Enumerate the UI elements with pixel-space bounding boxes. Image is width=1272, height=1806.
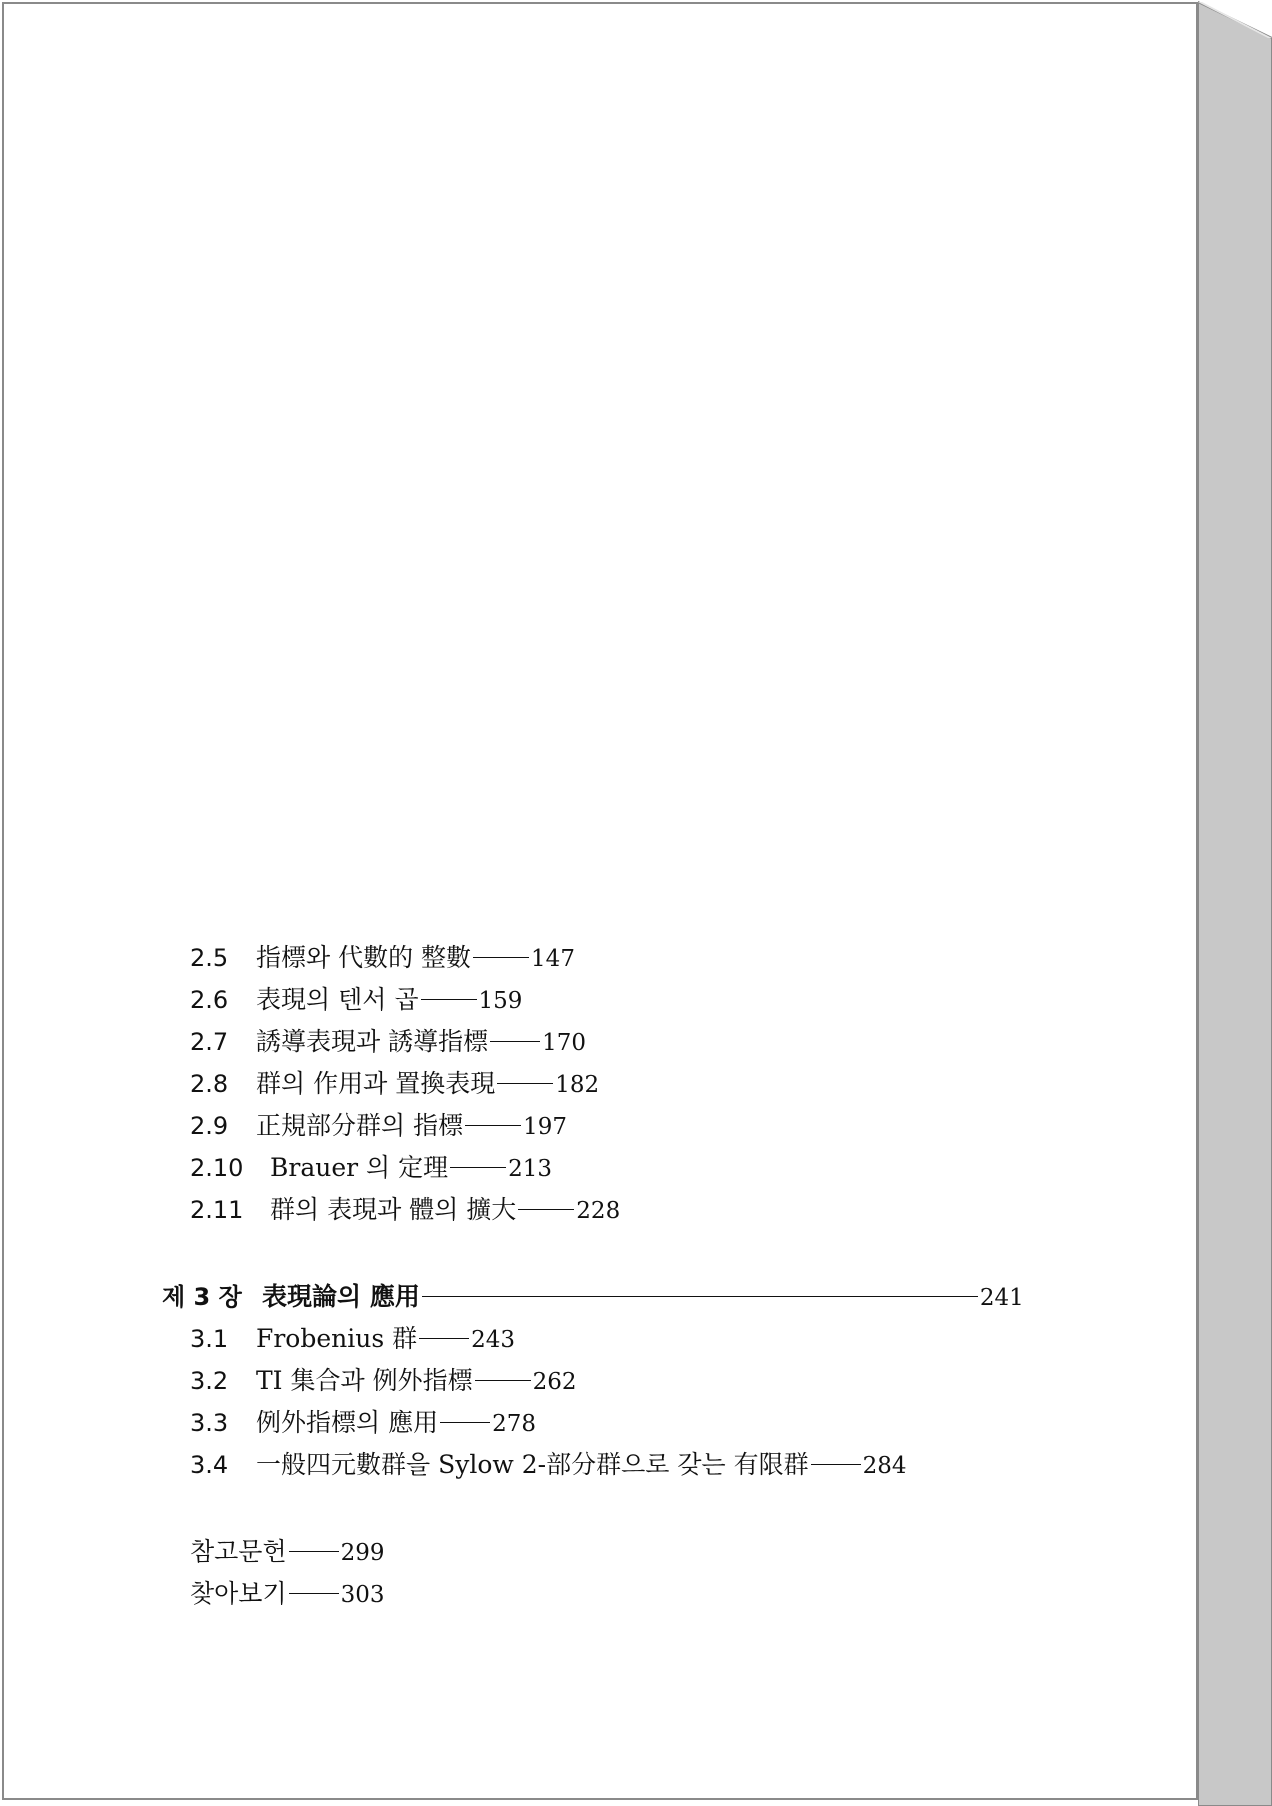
toc-entry-3-1 — [190, 1323, 515, 1355]
section-number: 3.4 — [190, 1451, 229, 1479]
leader-dash — [490, 1041, 540, 1042]
section-title: 表現의 텐서 곱 — [256, 985, 419, 1014]
section-number: 2.10 — [190, 1154, 244, 1182]
leader-line — [422, 1296, 978, 1297]
section-title: Frobenius 群 — [256, 1324, 418, 1353]
section-number: 2.6 — [190, 986, 229, 1014]
book-spine-edge — [1198, 0, 1272, 1806]
page — [2, 2, 1198, 1800]
page-number: 147 — [531, 946, 575, 972]
page-number: 213 — [508, 1156, 553, 1182]
toc-entry-2-9 — [190, 1110, 567, 1142]
toc-entry-2-6 — [190, 984, 522, 1016]
toc-entry-2-8 — [190, 1068, 599, 1100]
entry-title: 찾아보기 — [190, 1579, 287, 1608]
toc-entry-3-4 — [190, 1449, 907, 1481]
leader-dash — [419, 1338, 469, 1339]
toc-entry-2-5 — [190, 942, 575, 974]
section-number: 2.8 — [190, 1070, 229, 1098]
leader-dash — [421, 999, 477, 1000]
toc-entry-3-2 — [190, 1365, 577, 1397]
page-number: 170 — [542, 1030, 587, 1056]
page-number: 243 — [471, 1327, 516, 1353]
section-title: 誘導表現과 誘導指標 — [256, 1027, 489, 1056]
page-number: 303 — [340, 1582, 385, 1608]
page-number: 262 — [532, 1369, 577, 1395]
leader-dash — [465, 1125, 521, 1126]
section-title: 例外指標의 應用 — [256, 1408, 439, 1437]
leader-dash — [475, 1380, 531, 1381]
table-of-contents — [4, 4, 1200, 1802]
page-number: 159 — [478, 988, 523, 1014]
leader-dash — [497, 1083, 553, 1084]
page-number: 284 — [862, 1453, 907, 1479]
section-title: 一般四元數群을 Sylow 2-部分群으로 갖는 有限群 — [256, 1450, 809, 1479]
section-number: 2.9 — [190, 1112, 229, 1140]
toc-entry-2-10 — [190, 1152, 552, 1184]
page-number: 278 — [492, 1411, 537, 1437]
page-number: 299 — [340, 1540, 385, 1566]
leader-dash — [289, 1593, 339, 1594]
page-number: 241 — [979, 1285, 1024, 1311]
leader-dash — [518, 1209, 574, 1210]
entry-title: 참고문헌 — [190, 1537, 287, 1566]
section-number: 2.11 — [190, 1196, 244, 1224]
section-number: 3.3 — [190, 1409, 229, 1437]
leader-dash — [289, 1551, 339, 1552]
section-number: 2.7 — [190, 1028, 229, 1056]
toc-chapter-3 — [162, 1281, 1024, 1313]
section-number: 2.5 — [190, 944, 229, 972]
leader-dash — [473, 957, 529, 958]
toc-entry-references — [190, 1536, 385, 1568]
section-title: 正規部分群의 指標 — [256, 1111, 464, 1140]
chapter-number: 제 3 장 — [162, 1283, 242, 1311]
section-title: 群의 表現과 體의 擴大 — [270, 1195, 517, 1224]
page-number: 228 — [576, 1198, 621, 1224]
section-title: Brauer 의 定理 — [270, 1153, 449, 1182]
section-title: 群의 作用과 置換表現 — [256, 1069, 496, 1098]
toc-entry-2-11 — [190, 1194, 620, 1226]
section-title: TI 集合과 例外指標 — [256, 1366, 473, 1395]
toc-entry-index — [190, 1578, 385, 1610]
section-number: 3.2 — [190, 1367, 229, 1395]
page-number: 182 — [555, 1072, 600, 1098]
section-title: 指標와 代數的 整數 — [256, 943, 472, 972]
page-number: 197 — [523, 1114, 568, 1140]
leader-dash — [450, 1167, 506, 1168]
section-number: 3.1 — [190, 1325, 229, 1353]
leader-dash — [811, 1464, 861, 1465]
toc-entry-3-3 — [190, 1407, 536, 1439]
leader-dash — [440, 1422, 490, 1423]
toc-entry-2-7 — [190, 1026, 586, 1058]
chapter-title: 表現論의 應用 — [262, 1282, 420, 1311]
